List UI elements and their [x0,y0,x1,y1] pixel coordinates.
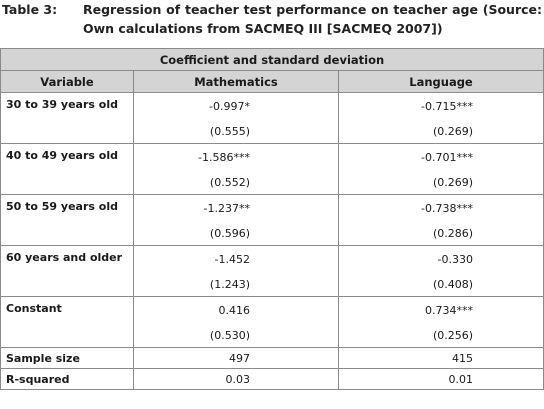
lang-coefficient: -0.715*** [421,100,474,113]
math-coefficient: -0.997* [209,100,250,113]
mathematics-cell [134,348,339,369]
language-cell [339,195,544,246]
variable-label: 40 to 49 years old [6,149,118,162]
table-row [1,195,544,246]
variable-label: 60 years and older [6,251,123,264]
math-coefficient: -1.452 [214,253,250,266]
language-cell [339,93,544,144]
language-cell [339,369,544,390]
variable-cell [1,369,134,390]
lang-std-error: (0.269) [432,176,474,189]
caption-text: Regression of teacher test performance on teacher age (Source: Own calculations from SACMEQ III [SACMEQ 2007]) [83,2,542,36]
lang-value: 0.01 [448,372,474,386]
table-row [1,144,544,195]
lang-coefficient: -0.738*** [421,202,474,215]
table-body [1,93,544,390]
lang-std-error: (0.269) [432,125,474,138]
regression-table [0,48,544,390]
math-std-error: (1.243) [209,278,250,291]
math-std-error: (0.552) [209,176,250,189]
lang-value: 415 [452,351,474,365]
variable-cell [1,297,134,348]
mathematics-cell [134,297,339,348]
language-cell [339,348,544,369]
super-header-row [1,49,544,71]
variable-cell [1,246,134,297]
lang-std-error: (0.286) [432,227,474,240]
column-header-row [1,71,544,93]
col-header-variable: Variable [1,71,134,93]
table-row [1,297,544,348]
variable-label: 30 to 39 years old [6,98,118,111]
summary-row [1,369,544,390]
variable-label: 50 to 59 years old [6,200,118,213]
math-coefficient: -1.237** [203,202,250,215]
mathematics-cell [134,144,339,195]
mathematics-cell [134,195,339,246]
variable-label: R-squared [6,372,70,386]
lang-std-error: (0.256) [432,329,474,342]
lang-std-error: (0.408) [432,278,474,291]
variable-label: Constant [6,302,62,315]
super-header: Coefficient and standard deviation [1,49,544,71]
language-cell [339,246,544,297]
variable-cell [1,144,134,195]
table-caption [2,0,542,38]
lang-coefficient: -0.330 [437,253,474,266]
variable-label: Sample size [6,351,80,365]
variable-cell [1,195,134,246]
table-row [1,93,544,144]
math-value: 497 [229,351,250,365]
variable-cell [1,348,134,369]
lang-coefficient: -0.701*** [421,151,474,164]
language-cell [339,144,544,195]
variable-cell [1,93,134,144]
math-value: 0.03 [225,372,250,386]
col-header-language: Language [339,71,544,93]
table-row [1,246,544,297]
mathematics-cell [134,369,339,390]
mathematics-cell [134,246,339,297]
summary-row [1,348,544,369]
mathematics-cell [134,93,339,144]
math-std-error: (0.555) [209,125,250,138]
language-cell [339,297,544,348]
math-coefficient: -1.586*** [198,151,250,164]
lang-coefficient: 0.734*** [425,304,474,317]
math-coefficient: 0.416 [218,304,250,317]
math-std-error: (0.596) [209,227,250,240]
math-std-error: (0.530) [209,329,250,342]
col-header-mathematics: Mathematics [134,71,339,93]
caption-label: Table 3: [2,2,58,17]
